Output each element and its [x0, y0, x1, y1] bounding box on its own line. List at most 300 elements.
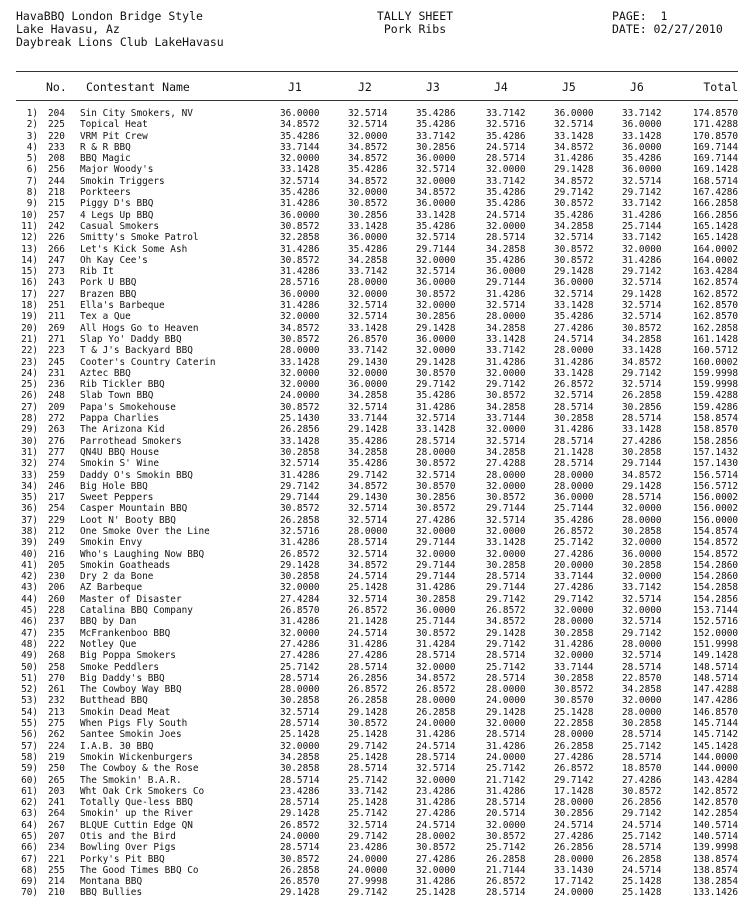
j6-score: 33.7142 [622, 108, 662, 119]
j6-score: 33.7142 [622, 198, 662, 210]
j4-score: 28.5714 [486, 153, 526, 165]
rank: 24) [21, 367, 38, 379]
total-score: 164.0002 [692, 254, 738, 266]
rank: 26) [21, 390, 38, 402]
j1-score: 32.5714 [280, 706, 320, 718]
total-score: 151.9998 [692, 638, 738, 650]
entry-number: 248 [48, 390, 65, 402]
j5-score: 26.8572 [554, 379, 594, 391]
table-row [16, 289, 738, 300]
j2-score: 24.0000 [348, 864, 388, 876]
category-title: Pork Ribs [383, 22, 447, 36]
contestant-name: Loot N' Booty BBQ [80, 514, 176, 526]
j1-score: 31.4286 [280, 537, 320, 549]
j6-score: 33.7142 [622, 232, 662, 244]
j5-score: 32.0000 [554, 650, 594, 662]
total-score: 159.9998 [692, 379, 738, 391]
j3-score: 26.8572 [416, 684, 456, 696]
j6-score: 33.1428 [622, 345, 662, 357]
j6-score: 28.0000 [622, 706, 662, 718]
rank: 7) [26, 175, 38, 187]
contestant-name: 4 Legs Up BBQ [80, 209, 154, 221]
j2-score: 30.8572 [348, 718, 388, 730]
table-row [16, 334, 738, 345]
rank: 54) [21, 706, 38, 718]
j1-score: 35.4286 [280, 187, 320, 199]
total-score: 156.5712 [692, 480, 738, 492]
entry-number: 250 [48, 763, 65, 775]
j6-score: 29.7142 [622, 367, 662, 379]
j2-score: 34.8572 [348, 480, 388, 492]
j4-score: 25.7142 [486, 842, 526, 854]
j4-score: 31.4286 [486, 785, 526, 797]
j3-score: 32.0000 [416, 548, 456, 560]
table-row [16, 345, 738, 356]
contestant-name: Montana BBQ [80, 876, 143, 888]
rank: 13) [21, 243, 38, 255]
j6-score: 25.7144 [622, 220, 662, 232]
j5-score: 26.8572 [554, 525, 594, 537]
rank: 25) [21, 379, 38, 391]
contestant-name: T & J's Backyard BBQ [80, 345, 193, 357]
total-score: 146.8570 [692, 706, 738, 718]
table-row [16, 684, 738, 695]
table-row [16, 820, 738, 831]
header-divider [16, 100, 738, 101]
j5-score: 29.1428 [554, 266, 594, 278]
j3-score: 25.7144 [416, 616, 456, 628]
j1-score: 33.1428 [280, 356, 320, 368]
rank: 9) [26, 198, 38, 210]
rank: 37) [21, 514, 38, 526]
table-row [16, 854, 738, 865]
j5-score: 36.0000 [554, 492, 594, 504]
total-score: 169.7144 [692, 141, 738, 153]
j6-score: 31.4286 [622, 209, 662, 221]
j3-score: 30.2858 [416, 593, 456, 605]
j5-score: 31.4286 [554, 638, 594, 650]
j1-score: 30.2858 [280, 695, 320, 707]
j1-score: 31.4286 [280, 243, 320, 255]
j3-score: 33.7142 [416, 130, 456, 142]
j5-score: 27.4286 [554, 322, 594, 334]
j6-score: 33.7142 [622, 582, 662, 594]
contestant-name: The Arizona Kid [80, 424, 165, 436]
j4-score: 29.7144 [486, 277, 526, 289]
rank: 1) [26, 108, 38, 119]
contestant-name: Big Hole BBQ [80, 480, 148, 492]
j5-score: 35.4286 [554, 514, 594, 526]
total-score: 154.8574 [692, 525, 738, 537]
table-row [16, 650, 738, 661]
j3-score: 35.4286 [416, 119, 456, 131]
entry-number: 224 [48, 740, 65, 752]
rank: 58) [21, 751, 38, 763]
j6-score: 26.2856 [622, 797, 662, 809]
entry-number: 270 [48, 672, 65, 684]
rank: 3) [26, 130, 38, 142]
j3-score: 29.7144 [416, 537, 456, 549]
j1-score: 26.8570 [280, 605, 320, 617]
j5-score: 32.5714 [554, 119, 594, 131]
rank: 34) [21, 480, 38, 492]
entry-number: 269 [48, 322, 65, 334]
j5-score: 24.5714 [554, 333, 594, 345]
j1-score: 25.1428 [280, 729, 320, 741]
j4-score: 32.0000 [486, 548, 526, 560]
entry-number: 232 [48, 695, 65, 707]
j5-score: 33.7144 [554, 571, 594, 583]
total-score: 140.5714 [692, 831, 738, 842]
j3-score: 35.4286 [416, 390, 456, 402]
j3-score: 30.8570 [416, 480, 456, 492]
j1-score: 26.2858 [280, 514, 320, 526]
entry-number: 227 [48, 288, 65, 300]
j4-score: 28.0000 [486, 311, 526, 323]
j2-score: 34.8572 [348, 175, 388, 187]
j6-score: 33.1428 [622, 130, 662, 142]
entry-number: 263 [48, 424, 65, 436]
j2-score: 32.5714 [348, 108, 388, 119]
j2-score: 29.1430 [348, 492, 388, 504]
rank: 49) [21, 650, 38, 662]
contestant-name: Smitty's Smoke Patrol [80, 232, 199, 244]
rank: 39) [21, 537, 38, 549]
j1-score: 31.4286 [280, 616, 320, 628]
j2-score: 29.1428 [348, 424, 388, 436]
contestant-name: Who's Laughing Now BBQ [80, 548, 205, 560]
j1-score: 29.1428 [280, 808, 320, 820]
j3-score: 32.0000 [416, 254, 456, 266]
table-row [16, 402, 738, 413]
j4-score: 36.0000 [486, 266, 526, 278]
table-row [16, 797, 738, 808]
j6-score: 28.5714 [622, 729, 662, 741]
contestant-name: Smoke Peddlers [80, 661, 160, 673]
contestant-name: Butthead BBQ [80, 695, 148, 707]
table-row [16, 108, 738, 119]
total-score: 165.1428 [692, 232, 738, 244]
j5-score: 29.7142 [554, 593, 594, 605]
j6-score: 29.7142 [622, 266, 662, 278]
total-score: 142.2854 [692, 808, 738, 820]
j1-score: 30.2858 [280, 763, 320, 775]
j4-score: 24.0000 [486, 751, 526, 763]
j5-score: 31.4286 [554, 153, 594, 165]
total-score: 143.4284 [692, 774, 738, 786]
event-name: HavaBBQ London Bridge Style [16, 9, 203, 23]
j4-score: 28.0000 [486, 684, 526, 696]
table-row [16, 515, 738, 526]
table-row [16, 413, 738, 424]
table-row [16, 831, 738, 842]
j6-score: 34.8572 [622, 469, 662, 481]
j3-score: 32.0000 [416, 345, 456, 357]
entry-number: 223 [48, 345, 65, 357]
table-row [16, 842, 738, 853]
j1-score: 28.5714 [280, 672, 320, 684]
contestant-name: I.A.B. 30 BBQ [80, 740, 154, 752]
entry-number: 242 [48, 220, 65, 232]
j5-score: 30.8572 [554, 254, 594, 266]
j4-score: 33.1428 [486, 333, 526, 345]
j3-score: 32.5714 [416, 266, 456, 278]
entry-number: 205 [48, 559, 65, 571]
contestant-name: Big Poppa Smokers [80, 650, 176, 662]
total-score: 154.2858 [692, 582, 738, 594]
entry-number: 267 [48, 819, 65, 831]
j4-score: 28.5714 [486, 797, 526, 809]
table-row [16, 119, 738, 130]
j1-score: 26.8570 [280, 876, 320, 888]
j6-score: 29.1428 [622, 288, 662, 300]
j3-score: 35.4286 [416, 108, 456, 119]
j5-score: 32.5714 [554, 390, 594, 402]
contestant-name: Aztec BBQ [80, 367, 131, 379]
j2-score: 28.5714 [348, 537, 388, 549]
j3-score: 33.1428 [416, 424, 456, 436]
contestant-name: Tex a Que [80, 311, 131, 323]
j5-score: 28.0000 [554, 616, 594, 628]
j1-score: 32.5714 [280, 458, 320, 470]
j2-score: 24.5714 [348, 571, 388, 583]
total-score: 162.8572 [692, 288, 738, 300]
j4-score: 30.8572 [486, 390, 526, 402]
j2-score: 33.7142 [348, 345, 388, 357]
j3-score: 31.4286 [416, 876, 456, 888]
j3-score: 32.0000 [416, 175, 456, 187]
table-row [16, 266, 738, 277]
contestant-name: Santee Smokin Joes [80, 729, 182, 741]
j4-score: 30.8572 [486, 492, 526, 504]
entry-number: 229 [48, 514, 65, 526]
col-contestant-name: Contestant Name [86, 80, 190, 94]
j5-score: 17.7142 [554, 876, 594, 888]
j3-score: 36.0000 [416, 153, 456, 165]
table-row [16, 763, 738, 774]
entry-number: 203 [48, 785, 65, 797]
rank: 30) [21, 435, 38, 447]
j2-score: 26.8572 [348, 684, 388, 696]
j5-score: 27.4286 [554, 582, 594, 594]
table-row [16, 458, 738, 469]
entry-number: 276 [48, 435, 65, 447]
j6-score: 34.8572 [622, 356, 662, 368]
rank: 51) [21, 672, 38, 684]
contestant-name: Slab Town BBQ [80, 390, 154, 402]
entry-number: 236 [48, 379, 65, 391]
j1-score: 32.0000 [280, 627, 320, 639]
j6-score: 29.1428 [622, 480, 662, 492]
j4-score: 28.5714 [486, 887, 526, 899]
j2-score: 28.5714 [348, 763, 388, 775]
total-score: 144.0000 [692, 751, 738, 763]
j2-score: 28.0000 [348, 525, 388, 537]
j6-score: 32.0000 [622, 605, 662, 617]
j5-score: 35.4286 [554, 311, 594, 323]
tally-sheet-title: TALLY SHEET [376, 9, 454, 23]
j4-score: 31.4286 [486, 740, 526, 752]
rank: 16) [21, 277, 38, 289]
j2-score: 34.8572 [348, 559, 388, 571]
j6-score: 32.5714 [622, 175, 662, 187]
entry-number: 274 [48, 458, 65, 470]
total-score: 159.4288 [692, 390, 738, 402]
table-row [16, 605, 738, 616]
j5-score: 28.0000 [554, 729, 594, 741]
j1-score: 28.0000 [280, 345, 320, 357]
j6-score: 25.1428 [622, 876, 662, 888]
rank: 36) [21, 503, 38, 515]
j5-score: 30.8570 [554, 695, 594, 707]
j5-score: 30.2858 [554, 413, 594, 425]
entry-number: 216 [48, 548, 65, 560]
j3-score: 32.0000 [416, 864, 456, 876]
contestant-name: Cooter's Country Caterin [80, 356, 216, 368]
j5-score: 36.0000 [554, 277, 594, 289]
contestant-name: Sin City Smokers, NV [80, 108, 193, 119]
j4-score: 21.7142 [486, 774, 526, 786]
table-row [16, 164, 738, 175]
j2-score: 33.7142 [348, 785, 388, 797]
j3-score: 32.0000 [416, 525, 456, 537]
j6-score: 32.0000 [622, 537, 662, 549]
j4-score: 29.7144 [486, 503, 526, 515]
j2-score: 32.5714 [348, 503, 388, 515]
rank: 41) [21, 559, 38, 571]
table-row [16, 628, 738, 639]
j3-score: 32.5714 [416, 763, 456, 775]
total-score: 174.8570 [692, 108, 738, 119]
j6-score: 32.5714 [622, 300, 662, 312]
entry-number: 271 [48, 333, 65, 345]
total-score: 162.8574 [692, 277, 738, 289]
j1-score: 34.8572 [280, 119, 320, 131]
j6-score: 28.5714 [622, 661, 662, 673]
rank: 66) [21, 842, 38, 854]
table-row [16, 695, 738, 706]
entry-number: 228 [48, 605, 65, 617]
rank: 27) [21, 401, 38, 413]
j2-score: 34.2858 [348, 254, 388, 266]
contestant-name: Casual Smokers [80, 220, 160, 232]
table-row [16, 537, 738, 548]
entry-number: 209 [48, 401, 65, 413]
rank: 65) [21, 831, 38, 842]
j1-score: 33.7144 [280, 141, 320, 153]
j3-score: 32.0000 [416, 774, 456, 786]
table-row [16, 368, 738, 379]
rank: 18) [21, 300, 38, 312]
table-row [16, 447, 738, 458]
j2-score: 32.5714 [348, 514, 388, 526]
contestant-name: BBQ Magic [80, 153, 131, 165]
entry-number: 241 [48, 797, 65, 809]
j3-score: 30.8570 [416, 367, 456, 379]
j5-score: 33.1428 [554, 300, 594, 312]
j2-score: 24.0000 [348, 853, 388, 865]
contestant-name: Bowling Over Pigs [80, 842, 176, 854]
j6-score: 36.0000 [622, 141, 662, 153]
entry-number: 221 [48, 853, 65, 865]
j1-score: 32.0000 [280, 311, 320, 323]
j3-score: 34.8572 [416, 187, 456, 199]
j3-score: 27.4286 [416, 808, 456, 820]
j6-score: 32.5714 [622, 311, 662, 323]
j2-score: 24.5714 [348, 627, 388, 639]
j2-score: 33.7144 [348, 413, 388, 425]
contestant-name: Pappa Charlies [80, 413, 160, 425]
event-host: Daybreak Lions Club LakeHavasu [16, 35, 224, 49]
table-row [16, 594, 738, 605]
entry-number: 265 [48, 774, 65, 786]
j2-score: 36.0000 [348, 232, 388, 244]
j2-score: 25.1428 [348, 797, 388, 809]
column-header [16, 80, 738, 94]
table-row [16, 662, 738, 673]
j4-score: 32.5714 [486, 300, 526, 312]
rank: 23) [21, 356, 38, 368]
j4-score: 35.4286 [486, 187, 526, 199]
total-score: 148.5714 [692, 672, 738, 684]
total-score: 142.8572 [692, 785, 738, 797]
j6-score: 34.2858 [622, 684, 662, 696]
j1-score: 32.0000 [280, 379, 320, 391]
j5-score: 27.4286 [554, 831, 594, 842]
total-score: 140.5714 [692, 819, 738, 831]
rank: 2) [26, 119, 38, 131]
entry-number: 225 [48, 119, 65, 131]
j1-score: 30.8572 [280, 401, 320, 413]
entry-number: 212 [48, 525, 65, 537]
j6-score: 33.1428 [622, 424, 662, 436]
table-row [16, 323, 738, 334]
j5-score: 25.7144 [554, 503, 594, 515]
j6-score: 30.8572 [622, 785, 662, 797]
total-score: 145.7142 [692, 729, 738, 741]
j4-score: 21.7144 [486, 864, 526, 876]
entry-number: 245 [48, 356, 65, 368]
rank: 53) [21, 695, 38, 707]
j4-score: 34.2858 [486, 401, 526, 413]
total-score: 138.8574 [692, 853, 738, 865]
j2-score: 32.5714 [348, 548, 388, 560]
j4-score: 32.5716 [486, 119, 526, 131]
total-score: 153.7144 [692, 605, 738, 617]
contestant-name: Otis and the Bird [80, 831, 176, 842]
j1-score: 32.0000 [280, 740, 320, 752]
total-score: 164.0002 [692, 243, 738, 255]
j6-score: 32.5714 [622, 593, 662, 605]
j6-score: 24.5714 [622, 819, 662, 831]
total-score: 147.4286 [692, 695, 738, 707]
rank: 8) [26, 187, 38, 199]
total-score: 159.9998 [692, 367, 738, 379]
total-score: 160.5712 [692, 345, 738, 357]
j1-score: 30.8572 [280, 333, 320, 345]
j1-score: 23.4286 [280, 785, 320, 797]
rank: 59) [21, 763, 38, 775]
contestant-name: Oh Kay Cee's [80, 254, 148, 266]
contestant-name: Smokin Wickenburgers [80, 751, 193, 763]
j2-score: 32.5714 [348, 119, 388, 131]
total-score: 157.1430 [692, 458, 738, 470]
rank: 17) [21, 288, 38, 300]
j4-score: 34.2858 [486, 446, 526, 458]
j6-score: 30.2858 [622, 718, 662, 730]
j3-score: 23.4286 [416, 785, 456, 797]
rank: 15) [21, 266, 38, 278]
